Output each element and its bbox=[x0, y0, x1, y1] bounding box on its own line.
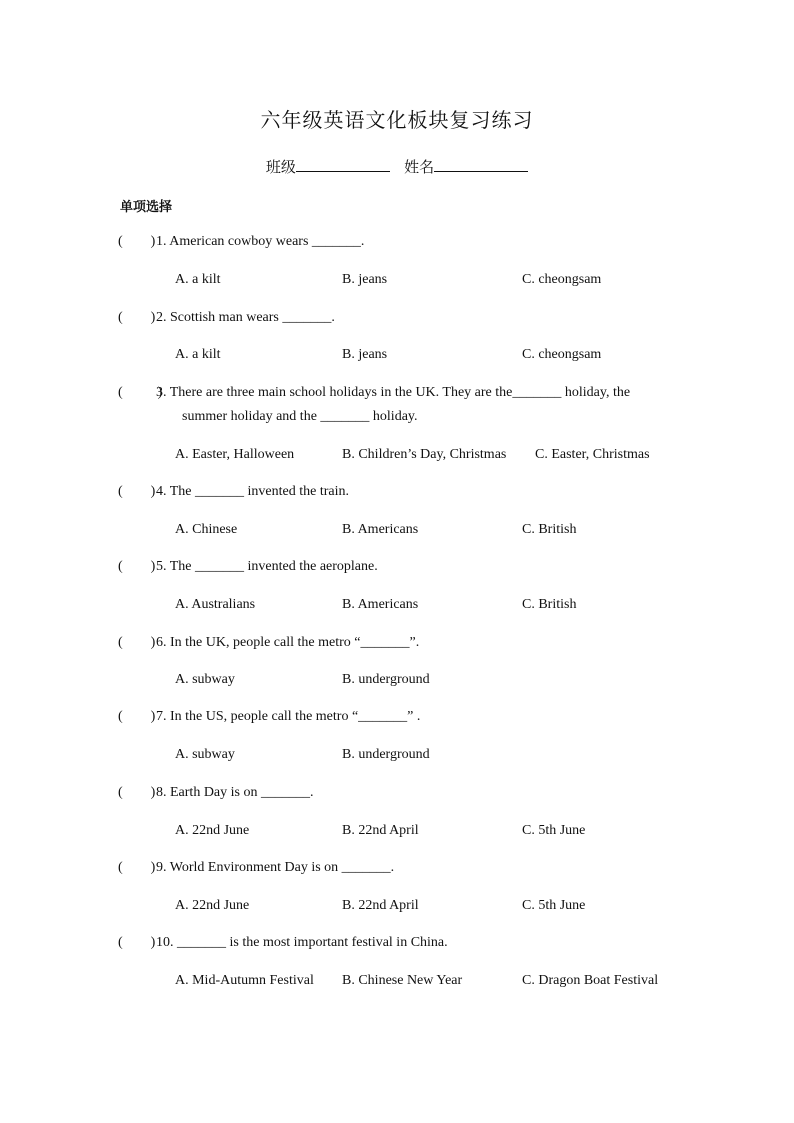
answer-blank[interactable]: ( ) bbox=[118, 935, 156, 950]
option-c: C. Easter, Christmas bbox=[535, 447, 650, 462]
answer-blank[interactable]: ( ) bbox=[118, 234, 156, 249]
class-label: 班级 bbox=[265, 158, 296, 176]
question-6 bbox=[118, 631, 678, 655]
question-1 bbox=[118, 230, 678, 254]
name-blank[interactable] bbox=[434, 157, 528, 172]
answer-blank[interactable]: ( ) bbox=[118, 310, 156, 325]
option-c: C. cheongsam bbox=[522, 347, 602, 362]
options-row-9 bbox=[175, 894, 695, 918]
option-a: A. 22nd June bbox=[175, 823, 250, 838]
question-text-continued: summer holiday and the _______ holiday. bbox=[182, 409, 418, 424]
question-3 bbox=[118, 381, 678, 429]
answer-blank[interactable]: ( ) bbox=[118, 709, 156, 724]
question-text: 5. The _______ invented the aeroplane. bbox=[156, 559, 378, 574]
answer-blank[interactable]: ( ) bbox=[118, 635, 156, 650]
option-b: B. underground bbox=[342, 672, 430, 687]
option-b: B. jeans bbox=[342, 272, 388, 287]
question-8 bbox=[118, 781, 678, 805]
option-c: C. Dragon Boat Festival bbox=[522, 973, 659, 988]
options-row-8 bbox=[175, 819, 695, 843]
option-a: A. subway bbox=[175, 747, 235, 762]
answer-blank[interactable]: ( ) bbox=[118, 785, 156, 800]
answer-blank[interactable]: ( ) bbox=[118, 484, 156, 499]
question-text: 7. In the US, people call the metro “_______” . bbox=[156, 709, 421, 724]
options-row-3 bbox=[175, 443, 695, 467]
option-b: B. jeans bbox=[342, 347, 388, 362]
question-text: 2. Scottish man wears _______. bbox=[156, 310, 335, 325]
option-a: A. 22nd June bbox=[175, 898, 250, 913]
option-a: A. a kilt bbox=[175, 347, 221, 362]
question-text: 9. World Environment Day is on _______. bbox=[156, 860, 395, 875]
option-c: C. British bbox=[522, 522, 577, 537]
option-b: B. 22nd April bbox=[342, 823, 419, 838]
question-9 bbox=[118, 856, 678, 880]
options-row-1 bbox=[175, 268, 695, 292]
options-row-10 bbox=[175, 969, 695, 993]
section-title: 单项选择 bbox=[120, 200, 173, 215]
options-row-4 bbox=[175, 518, 695, 542]
option-b: B. Chinese New Year bbox=[342, 973, 463, 988]
question-text: 3. There are three main school holidays in the UK. They are the_______ holiday, the bbox=[156, 385, 631, 400]
option-c: C. 5th June bbox=[522, 898, 586, 913]
answer-blank[interactable]: ( ) bbox=[118, 385, 163, 400]
question-text: 6. In the UK, people call the metro “_______”. bbox=[156, 635, 420, 650]
page-title: 六年级英语文化板块复习练习 bbox=[260, 108, 534, 132]
question-10 bbox=[118, 931, 678, 955]
options-row-7 bbox=[175, 743, 695, 767]
options-row-2 bbox=[175, 343, 695, 367]
option-b: B. underground bbox=[342, 747, 430, 762]
option-c: C. 5th June bbox=[522, 823, 586, 838]
option-c: C. British bbox=[522, 597, 577, 612]
option-a: A. a kilt bbox=[175, 272, 221, 287]
question-5 bbox=[118, 555, 678, 579]
option-c: C. cheongsam bbox=[522, 272, 602, 287]
name-label: 姓名 bbox=[404, 158, 435, 176]
option-b: B. Americans bbox=[342, 522, 419, 537]
class-blank[interactable] bbox=[296, 157, 390, 172]
answer-blank[interactable]: ( ) bbox=[118, 559, 156, 574]
option-b: B. 22nd April bbox=[342, 898, 419, 913]
option-a: A. Chinese bbox=[175, 522, 238, 537]
option-b: B. Children’s Day, Christmas bbox=[342, 447, 507, 462]
options-row-6 bbox=[175, 668, 695, 692]
options-row-5 bbox=[175, 593, 695, 617]
question-text: 1. American cowboy wears _______. bbox=[156, 234, 365, 249]
answer-blank[interactable]: ( ) bbox=[118, 860, 156, 875]
question-text: 10. _______ is the most important festival in China. bbox=[156, 935, 448, 950]
option-b: B. Americans bbox=[342, 597, 419, 612]
question-text: 8. Earth Day is on _______. bbox=[156, 785, 314, 800]
option-a: A. Easter, Halloween bbox=[175, 447, 295, 462]
option-a: A. Australians bbox=[175, 597, 256, 612]
question-2 bbox=[118, 306, 678, 330]
question-text: 4. The _______ invented the train. bbox=[156, 484, 349, 499]
option-a: A. subway bbox=[175, 672, 235, 687]
option-a: A. Mid-Autumn Festival bbox=[175, 973, 314, 988]
class-name-line bbox=[0, 156, 794, 177]
question-4 bbox=[118, 480, 678, 504]
question-7 bbox=[118, 705, 678, 729]
